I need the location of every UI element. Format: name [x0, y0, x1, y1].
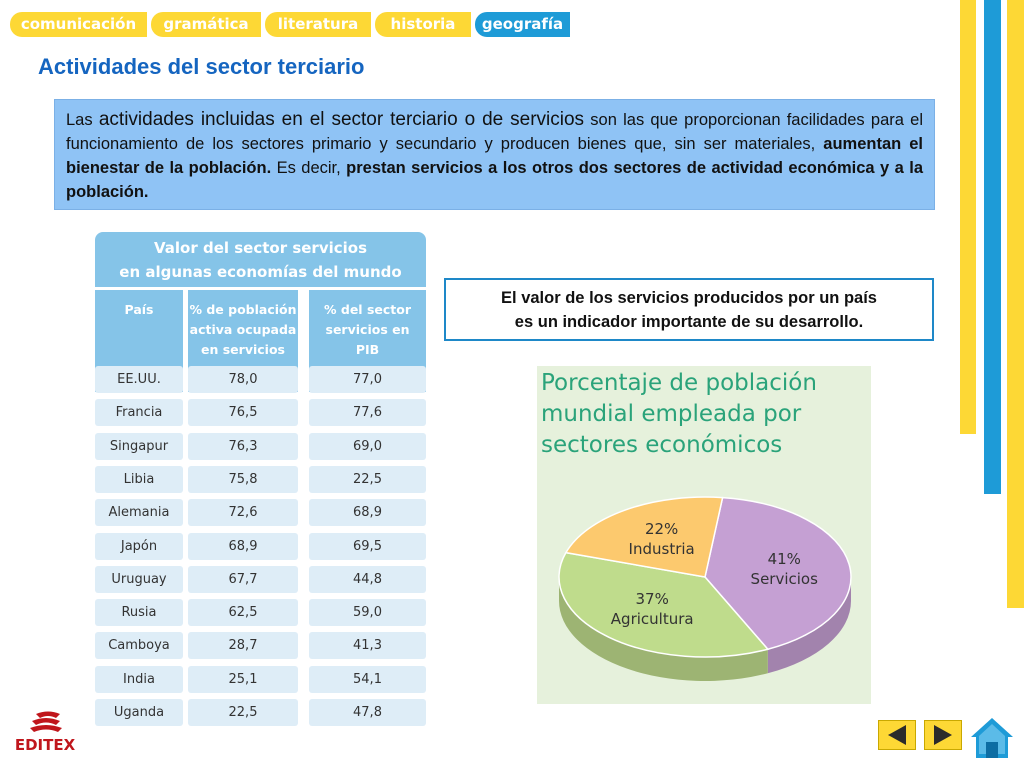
table-title-line1: Valor del sector servicios: [153, 239, 368, 257]
intro-text-3: son las que proporcionan facilidades para el funcionamiento de los sectores primario y secundario y producen bienes que, sin ser materiales,: [66, 111, 924, 153]
cell-gdp: 41,3: [309, 632, 426, 659]
cell-gdp: 54,1: [309, 666, 426, 693]
cell-population: 78,0: [188, 366, 298, 393]
intro-text-4: aumentan el bienestar de la población.: [66, 135, 924, 177]
callout-line2: es un indicador importante de su desarrollo.: [514, 313, 864, 331]
decor-bar-blue: [984, 0, 1001, 494]
callout-line1: El valor de los servicios producidos por un país: [501, 289, 877, 307]
editex-logo-text: EDITEX: [14, 736, 76, 754]
chart-title: [541, 368, 817, 461]
table-row: [95, 699, 426, 726]
table-title-line2: en algunas economías del mundo: [119, 263, 402, 281]
cell-country: Uruguay: [95, 566, 183, 593]
table-row: [95, 599, 426, 626]
intro-text-2: actividades incluidas en el sector terciario o de servicios: [98, 109, 585, 130]
intro-text-1: Las: [66, 111, 99, 129]
cell-country: Francia: [95, 399, 183, 426]
table-row: [95, 499, 426, 526]
cell-population: 72,6: [188, 499, 298, 526]
table-row: [95, 433, 426, 460]
cell-country: Camboya: [95, 632, 183, 659]
column-header-population-line2: activa ocupada: [189, 322, 297, 337]
tab-comunicacion[interactable]: comunicación: [10, 12, 147, 37]
cell-population: 68,9: [188, 533, 298, 560]
chart-title-line2: mundial empleada por: [541, 401, 802, 427]
table-row: [95, 399, 426, 426]
cell-country: Rusia: [95, 599, 183, 626]
table-row: [95, 666, 426, 693]
decor-bar-yellow-1: [960, 0, 976, 434]
editex-logo-mark-icon: [10, 710, 80, 738]
cell-country: EE.UU.: [95, 366, 183, 393]
intro-text-5: Es decir,: [271, 159, 347, 177]
column-header-gdp-line1: % del sector: [324, 302, 411, 317]
tab-geografia[interactable]: geografía: [475, 12, 570, 37]
pie-label-name: Agricultura: [610, 610, 694, 629]
decor-bar-yellow-2: [1007, 0, 1024, 608]
home-button[interactable]: [969, 716, 1015, 760]
cell-country: Japón: [95, 533, 183, 560]
column-header-gdp-line3: PIB: [355, 342, 380, 357]
tab-historia[interactable]: historia: [375, 12, 471, 37]
cell-population: 22,5: [188, 699, 298, 726]
editex-logo: [10, 710, 80, 756]
next-button[interactable]: [924, 720, 962, 750]
cell-population: 76,3: [188, 433, 298, 460]
cell-population: 28,7: [188, 632, 298, 659]
pie-label-percent: 22%: [644, 519, 679, 538]
chart-title-line1: Porcentaje de población: [541, 370, 817, 396]
cell-population: 76,5: [188, 399, 298, 426]
tab-literatura[interactable]: literatura: [265, 12, 371, 37]
cell-country: Libia: [95, 466, 183, 493]
arrow-left-icon: [879, 721, 915, 749]
table-row: [95, 533, 426, 560]
table-row: [95, 366, 426, 393]
cell-country: Singapur: [95, 433, 183, 460]
table-row: [95, 466, 426, 493]
column-header-population-line3: en servicios: [201, 342, 285, 357]
cell-population: 62,5: [188, 599, 298, 626]
column-header-population-line1: % de población: [189, 302, 297, 317]
chart-title-line3: sectores económicos: [541, 432, 783, 458]
home-icon: [969, 716, 1015, 760]
cell-country: India: [95, 666, 183, 693]
table-row: [95, 632, 426, 659]
pie-label-name: Servicios: [750, 569, 818, 588]
cell-gdp: 77,0: [309, 366, 426, 393]
tab-gramatica[interactable]: gramática: [151, 12, 261, 37]
pie-label-percent: 41%: [767, 549, 801, 568]
pie-label-name: Industria: [628, 539, 695, 558]
cell-population: 25,1: [188, 666, 298, 693]
column-header-gdp-line2: servicios en: [325, 322, 410, 337]
pie-label-percent: 37%: [635, 590, 669, 609]
cell-gdp: 44,8: [309, 566, 426, 593]
cell-gdp: 22,5: [309, 466, 426, 493]
cell-population: 67,7: [188, 566, 298, 593]
table-title: [95, 232, 426, 287]
cell-gdp: 69,5: [309, 533, 426, 560]
cell-gdp: 77,6: [309, 399, 426, 426]
cell-gdp: 68,9: [309, 499, 426, 526]
arrow-right-icon: [925, 721, 961, 749]
intro-paragraph: [54, 99, 935, 210]
section-tabs: [10, 12, 570, 37]
cell-gdp: 47,8: [309, 699, 426, 726]
cell-gdp: 69,0: [309, 433, 426, 460]
column-header-country-label: País: [124, 302, 154, 317]
cell-country: Uganda: [95, 699, 183, 726]
table-row: [95, 566, 426, 593]
cell-gdp: 59,0: [309, 599, 426, 626]
cell-population: 75,8: [188, 466, 298, 493]
intro-text-6: prestan servicios a los otros dos sectores de actividad económica y a la población.: [66, 159, 923, 201]
cell-country: Alemania: [95, 499, 183, 526]
pie-chart-panel: [537, 366, 871, 704]
previous-button[interactable]: [878, 720, 916, 750]
callout-box: [444, 278, 934, 341]
page-title: Actividades del sector terciario: [38, 54, 365, 79]
